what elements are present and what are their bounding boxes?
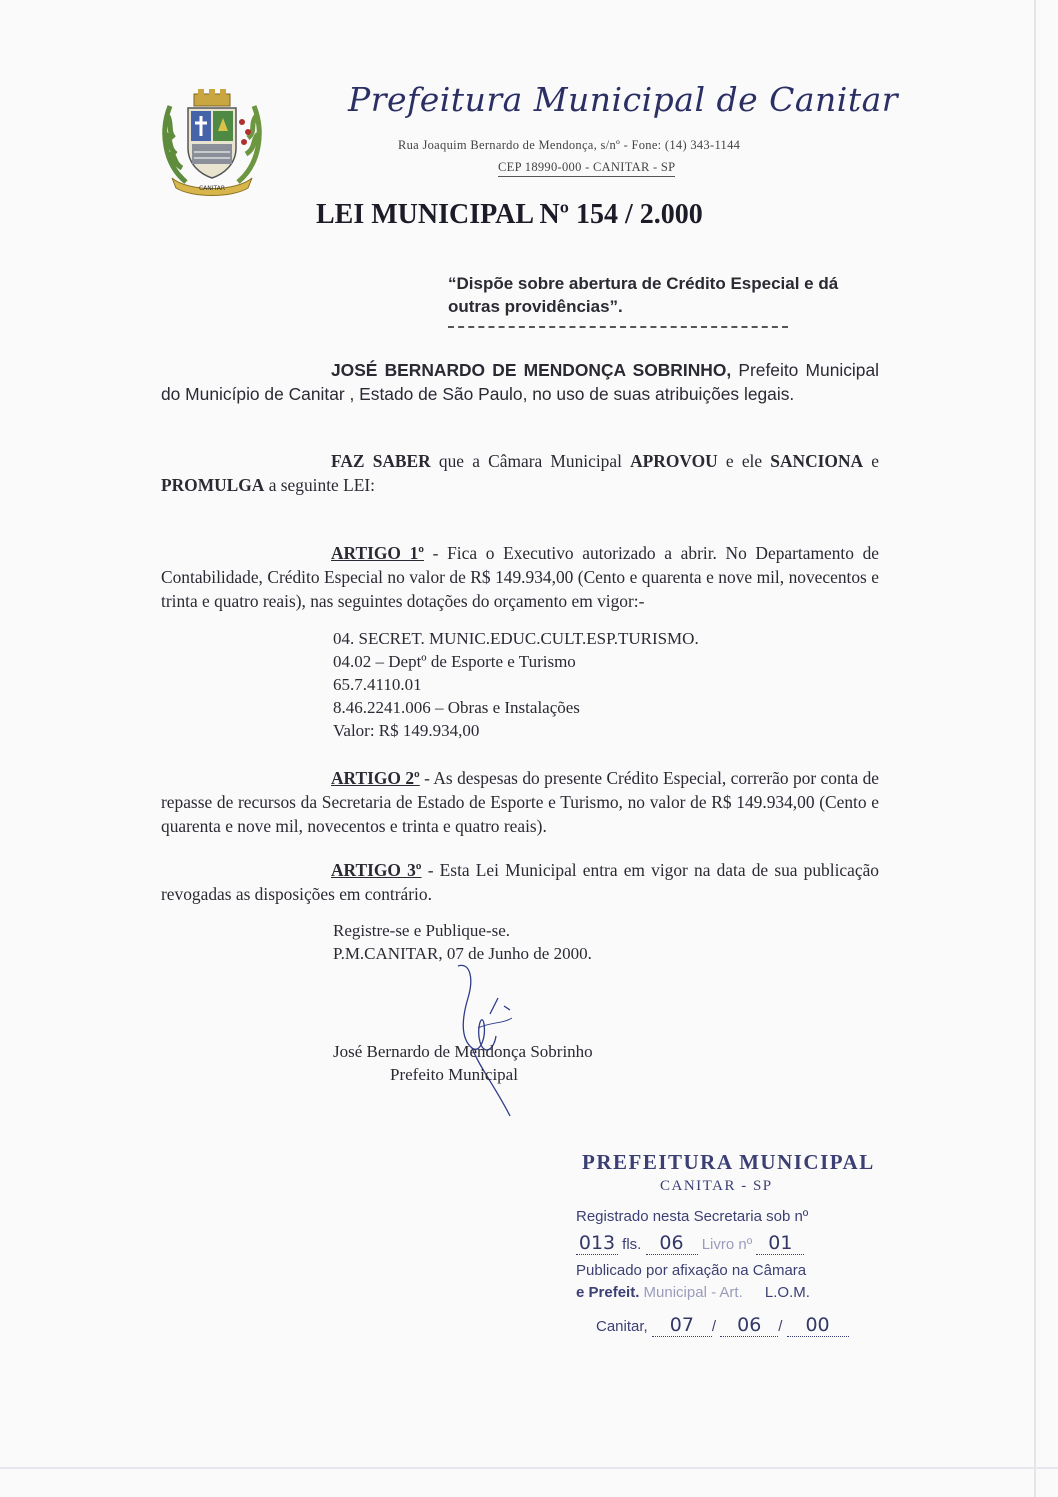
stamp-year: 00: [787, 1314, 849, 1337]
article-2-text: - As despesas do presente Crédito Especial, correrão por conta de repasse de recursos da Secretaria de Estado de Esporte e Turismo, no valor de R$ 149.934,00 (Cento e quarenta e nove mil, novecentos e trinta e quatro reais).: [161, 768, 879, 836]
allocation-value: Valor: R$ 149.934,00: [333, 721, 480, 740]
stamp-day: 07: [652, 1314, 712, 1337]
signatory-role: Prefeito Municipal: [390, 1065, 518, 1084]
sanciona-word: SANCIONA: [770, 451, 864, 471]
allocation-line: 04. SECRET. MUNIC.EDUC.CULT.ESP.TURISMO.: [333, 629, 699, 648]
article-3-text: - Esta Lei Municipal entra em vigor na data de sua publicação revogadas as disposições em contrário.: [161, 860, 879, 904]
article-1-text: - Fica o Executivo autorizado a abrir. No Departamento de Contabilidade, Crédito Especial no valor de R$ 149.934,00 (Cento e quarenta e nove mil, novecentos e trinta e quatro reais), nas seguintes dotações do orçamento em vigor:-: [161, 543, 880, 611]
law-title: LEI MUNICIPAL Nº 154 / 2.000: [316, 199, 703, 230]
stamp-month: 06: [720, 1314, 778, 1337]
fls-number: 06: [646, 1232, 698, 1255]
stamp-city: Canitar,: [596, 1318, 648, 1335]
stamp-municipal: Municipal - Art.: [643, 1284, 743, 1301]
allocation-line: 8.46.2241.006 – Obras e Instalações: [333, 698, 580, 717]
promulga-word: PROMULGA: [161, 475, 265, 495]
stamp-registered: Registrado nesta Secretaria sob nº: [576, 1208, 809, 1225]
intro-paragraph: [161, 358, 879, 406]
signatory-name: José Bernardo de Mendonça Sobrinho: [333, 1042, 593, 1061]
article-3: [161, 858, 879, 906]
allocation-line: 65.7.4110.01: [333, 675, 422, 694]
intro-text: Prefeito Municipal do Município de Canitar , Estado de São Paulo, no uso de suas atribuições legais.: [161, 360, 879, 404]
livro-number: 01: [756, 1232, 804, 1255]
proclamation-text: e: [863, 451, 879, 471]
stamp-published-2: [576, 1284, 810, 1301]
fls-label: fls.: [622, 1236, 642, 1253]
stamp-registration-line: [576, 1232, 804, 1255]
stamp-prefeit: e Prefeit.: [576, 1284, 640, 1301]
proclamation-paragraph: [161, 449, 879, 497]
header-title: Prefeitura Municipal de Canitar: [348, 80, 899, 119]
header-cep: CEP 18990-000 - CANITAR - SP: [498, 160, 675, 177]
article-2: [161, 766, 879, 838]
proclamation-text: a seguinte LEI:: [264, 475, 375, 495]
stamp-published: Publicado por afixação na Câmara: [576, 1262, 807, 1279]
stamp-sub: CANITAR - SP: [660, 1178, 773, 1194]
reg-number: 013: [576, 1232, 618, 1255]
livro-label: Livro nº: [701, 1236, 753, 1253]
header-address: Rua Joaquim Bernardo de Mendonça, s/nº - Fone: (14) 343-1144: [398, 138, 741, 152]
proclamation-text: que a Câmara Municipal: [430, 451, 631, 471]
stamp-date-line: Canitar, 07 / 06 / 00: [596, 1314, 849, 1337]
closing-line: Registre-se e Publique-se.: [333, 921, 511, 940]
scan-edge: [1034, 0, 1036, 1497]
proclamation-text: e ele: [717, 451, 771, 471]
stamp-lom: L.O.M.: [764, 1284, 810, 1301]
article-3-label: ARTIGO 3º: [331, 860, 422, 880]
law-ementa: “Dispõe sobre abertura de Crédito Especial e dá outras providências”.: [448, 274, 839, 316]
signature-icon: [450, 958, 530, 1118]
mayor-name: JOSÉ BERNARDO DE MENDONÇA SOBRINHO,: [331, 360, 732, 380]
scan-edge: [0, 1467, 1058, 1469]
allocation-line: 04.02 – Deptº de Esporte e Turismo: [333, 652, 576, 671]
divider: [448, 326, 788, 328]
article-2-label: ARTIGO 2º: [331, 768, 420, 788]
article-1-label: ARTIGO 1º: [331, 543, 425, 563]
stamp-header: PREFEITURA MUNICIPAL: [582, 1150, 875, 1174]
closing-date: P.M.CANITAR, 07 de Junho de 2000.: [333, 944, 592, 963]
crest-label: CANITAR: [198, 185, 226, 192]
faz-saber: FAZ SABER: [331, 451, 431, 471]
municipal-crest-icon: [158, 86, 266, 198]
aprovou-word: APROVOU: [630, 451, 718, 471]
article-1: [161, 541, 879, 613]
